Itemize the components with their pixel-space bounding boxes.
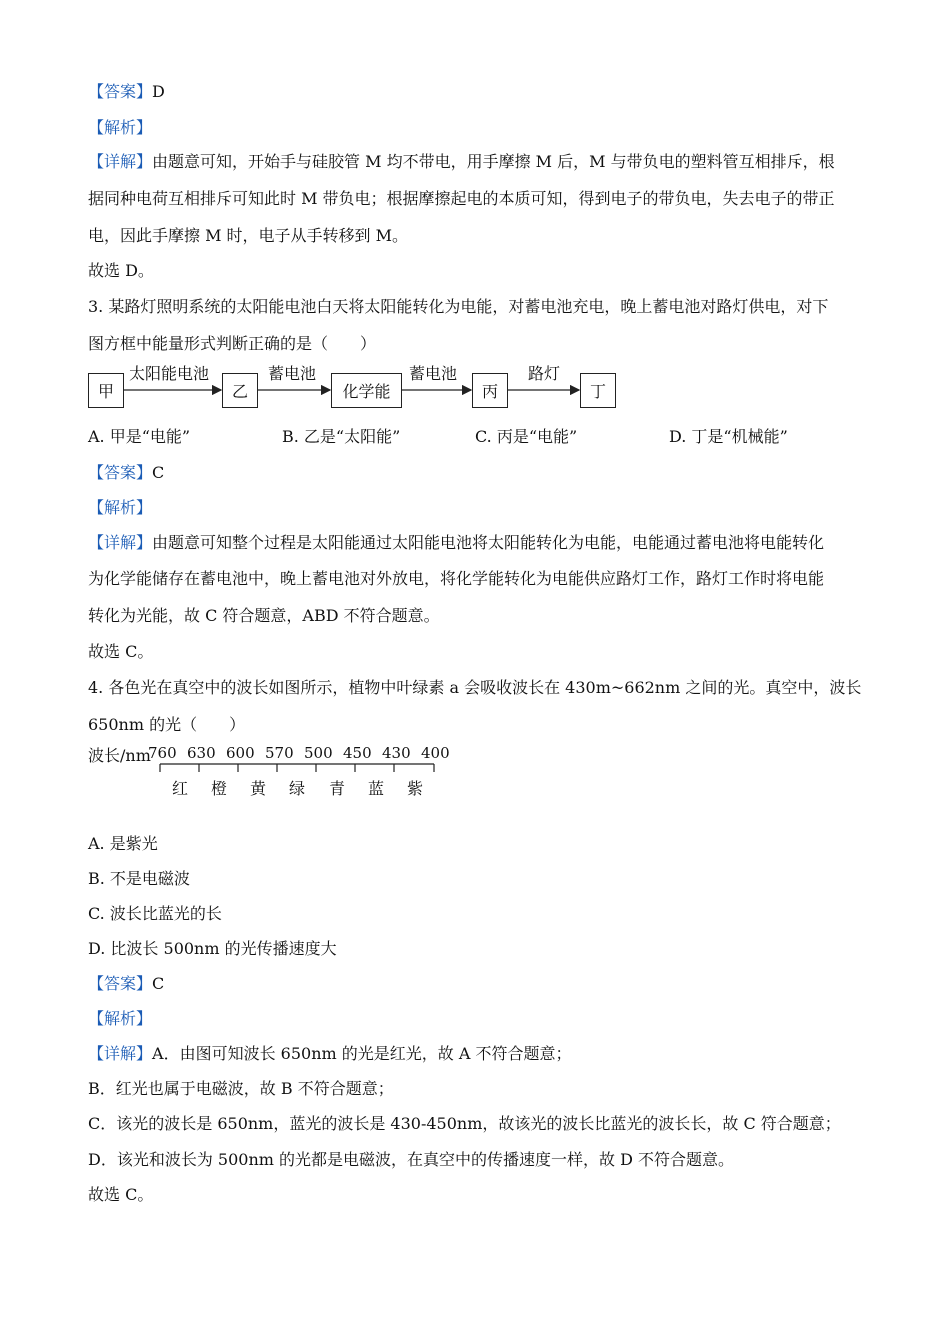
q4-conclusion: 故选 C。: [88, 1185, 154, 1204]
answer-tag: 【答案】: [88, 82, 153, 101]
q3-conclusion: 故选 C。: [88, 642, 154, 661]
answer-value: D: [152, 82, 165, 101]
q2-analysis-tag: 【解析】: [88, 118, 153, 137]
diagram-box-yi: 乙: [222, 373, 258, 408]
detail-text: 由题意可知整个过程是太阳能通过太阳能电池将太阳能转化为电能，电能通过蓄电池将电能转化: [152, 533, 825, 552]
answer-tag: 【答案】: [88, 463, 153, 482]
diagram-box-ding: 丁: [580, 373, 616, 408]
arrow-label-battery-1: 蓄电池: [268, 364, 317, 383]
wavelength-630: 630: [187, 744, 216, 762]
diagram-box-chemical: 化学能: [331, 373, 402, 408]
answer-value: C: [152, 974, 165, 993]
q4-option-a: A. 是紫光: [88, 834, 158, 853]
q3-question-line-1: 3. 某路灯照明系统的太阳能电池白天将太阳能转化为电能，对蓄电池充电，晚上蓄电池对路灯供电，对下: [88, 297, 829, 316]
arrow-label-battery-2: 蓄电池: [409, 364, 458, 383]
color-orange: 橙: [211, 779, 228, 798]
answer-tag: 【答案】: [88, 974, 153, 993]
wavelength-760: 760: [148, 744, 177, 762]
wavelength-450: 450: [343, 744, 372, 762]
q4-option-d: D. 比波长 500nm 的光传播速度大: [88, 939, 337, 958]
wavelength-430: 430: [382, 744, 411, 762]
q4-option-b: B. 不是电磁波: [88, 869, 190, 888]
detail-tag: 【详解】: [88, 533, 153, 552]
q4-analysis-tag: 【解析】: [88, 1009, 153, 1028]
diagram-box-bing: 丙: [472, 373, 508, 408]
wavelength-570: 570: [265, 744, 294, 762]
q4-question-line-1: 4. 各色光在真空中的波长如图所示，植物中叶绿素 a 会吸收波长在 430m~662nm 之间的光。真空中，波长: [88, 678, 862, 697]
q4-detail-line-2: B．红光也属于电磁波，故 B 不符合题意；: [88, 1079, 394, 1098]
q4-option-c: C. 波长比蓝光的长: [88, 904, 222, 923]
wavelength-400: 400: [421, 744, 450, 762]
q3-analysis-tag: 【解析】: [88, 498, 153, 517]
diagram-box-jia: 甲: [88, 373, 124, 408]
q3-option-a: A. 甲是“电能”: [88, 427, 191, 446]
detail-tag: 【详解】: [88, 152, 153, 171]
color-red: 红: [172, 779, 189, 798]
detail-text: A．由图可知波长 650nm 的光是红光，故 A 不符合题意；: [152, 1044, 572, 1063]
q3-option-d: D. 丁是“机械能”: [669, 427, 788, 446]
color-cyan: 青: [329, 779, 346, 798]
q3-question-line-2: 图方框中能量形式判断正确的是（ ）: [88, 334, 377, 353]
color-green: 绿: [289, 779, 306, 798]
q3-detail-line-3: 转化为光能，故 C 符合题意，ABD 不符合题意。: [88, 606, 440, 625]
q2-detail-line-2: 据同种电荷互相排斥可知此时 M 带负电；根据摩擦起电的本质可知，得到电子的带负电，失去电子的带正: [88, 189, 835, 208]
detail-text: 由题意可知，开始手与硅胶管 M 均不带电，用手摩擦 M 后，M 与带负电的塑料管互相排斥，根: [152, 152, 835, 171]
wavelength-500: 500: [304, 744, 333, 762]
q3-detail-line-2: 为化学能储存在蓄电池中，晚上蓄电池对外放电，将化学能转化为电能供应路灯工作，路灯工作时将电能: [88, 569, 825, 588]
arrow-label-street-lamp: 路灯: [528, 364, 561, 383]
q4-detail-line-4: D．该光和波长为 500nm 的光都是电磁波，在真空中的传播速度一样，故 D 不符合题意。: [88, 1150, 735, 1169]
q4-question-line-2: 650nm 的光（ ）: [88, 715, 246, 734]
q2-detail-line-3: 电，因此手摩擦 M 时，电子从手转移到 M。: [88, 226, 409, 245]
detail-tag: 【详解】: [88, 1044, 153, 1063]
q4-detail-line-3: C．该光的波长是 650nm，蓝光的波长是 430-450nm，故该光的波长比蓝光的波长长，故 C 符合题意；: [88, 1114, 841, 1133]
answer-value: C: [152, 463, 165, 482]
color-blue: 蓝: [368, 779, 385, 798]
q3-option-b: B. 乙是“太阳能”: [282, 427, 401, 446]
arrow-label-solar-cell: 太阳能电池: [129, 364, 210, 383]
q3-option-c: C. 丙是“电能”: [475, 427, 578, 446]
q2-conclusion: 故选 D。: [88, 261, 154, 280]
scale-label: 波长/nm: [88, 746, 151, 765]
color-violet: 紫: [407, 779, 424, 798]
wavelength-600: 600: [226, 744, 255, 762]
q4-detail-line-1: [88, 1044, 572, 1064]
color-yellow: 黄: [250, 779, 267, 798]
q4-answer: [88, 974, 164, 994]
